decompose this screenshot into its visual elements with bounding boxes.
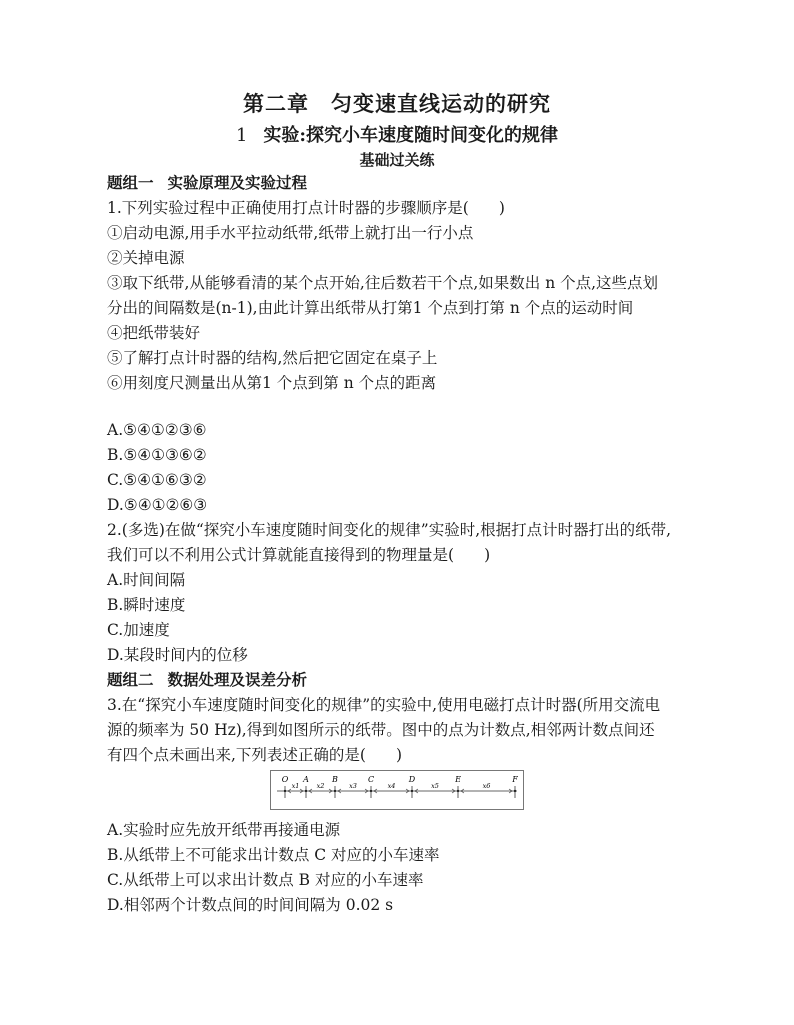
tape-segment-label: x3 <box>349 782 357 790</box>
tape-segment-label: x6 <box>482 782 491 790</box>
q3-stem-line3: 有四个点未画出来,下列表述正确的是( ) <box>107 746 403 764</box>
q2-option-a: A.时间间隔 <box>107 571 186 589</box>
group1-title: 实验原理及实验过程 <box>167 173 308 192</box>
q1-step-3-cont: 分出的间隔数是(n-1),由此计算出纸带从打第1 个点到打第 n 个点的运动时间 <box>107 299 634 317</box>
tape-count-point <box>284 790 286 792</box>
paper-tape-diagram <box>271 771 523 809</box>
q2-option-b: B.瞬时速度 <box>107 596 186 614</box>
q1-step-6: ⑥用刻度尺测量出从第1 个点到第 n 个点的距离 <box>107 374 437 392</box>
section-title: 基础过关练 <box>359 151 435 169</box>
tape-point-label: A <box>303 775 309 784</box>
tape-point-label: F <box>512 775 518 784</box>
q3-stem-line2: 源的频率为 50 Hz),得到如图所示的纸带。图中的点为计数点,相邻两计数点间还 <box>107 721 655 739</box>
q1-step-1: ①启动电源,用手水平拉动纸带,纸带上就打出一行小点 <box>107 224 474 242</box>
q1-step-3: ③取下纸带,从能够看清的某个点开始,往后数若干个点,如果数出 n 个点,这些点划 <box>107 274 659 292</box>
chapter-label: 第二章 <box>243 91 309 116</box>
tape-count-point <box>305 790 307 792</box>
lesson-heading <box>0 121 794 147</box>
tape-count-point <box>411 790 413 792</box>
group2-label: 题组二 <box>107 670 154 689</box>
tape-count-point <box>457 790 459 792</box>
q1-option-b: B.⑤④①③⑥② <box>107 446 207 464</box>
tape-point-label: O <box>281 775 289 784</box>
tape-point-label: E <box>455 775 461 784</box>
tape-count-point <box>334 790 336 792</box>
group2-title: 数据处理及误差分析 <box>167 670 308 689</box>
tape-point-label: D <box>408 775 416 784</box>
chapter-heading <box>0 88 794 118</box>
q1-option-d: D.⑤④①②⑥③ <box>107 496 208 514</box>
q2-option-d: D.某段时间内的位移 <box>107 646 248 664</box>
tape-segment-label: x4 <box>387 782 396 790</box>
tape-point-label: B <box>332 775 338 784</box>
q2-stem-line1: 2.(多选)在做“探究小车速度随时间变化的规律”实验时,根据打点计时器打出的纸带, <box>107 521 672 539</box>
lesson-title: 实验:探究小车速度随时间变化的规律 <box>263 125 559 146</box>
q2-stem-line2: 我们可以不利用公式计算就能直接得到的物理量是( ) <box>107 546 491 564</box>
tape-segment-label: x1 <box>291 782 300 790</box>
q3-option-b: B.从纸带上不可能求出计数点 C 对应的小车速率 <box>107 846 440 864</box>
chapter-title: 匀变速直线运动的研究 <box>331 91 551 116</box>
lesson-number: 1 <box>235 125 248 146</box>
paper-tape-figure <box>270 770 524 810</box>
group2-heading <box>107 670 307 690</box>
tape-segment-label: x5 <box>431 782 439 790</box>
q3-stem-line1: 3.在“探究小车速度随时间变化的规律”的实验中,使用电磁打点计时器(所用交流电 <box>107 696 661 714</box>
q3-option-c: C.从纸带上可以求出计数点 B 对应的小车速率 <box>107 871 424 889</box>
q1-step-5: ⑤了解打点计时器的结构,然后把它固定在桌子上 <box>107 349 438 367</box>
q1-option-a: A.⑤④①②③⑥ <box>107 421 207 439</box>
q3-option-a: A.实验时应先放开纸带再接通电源 <box>107 821 341 839</box>
q1-step-2: ②关掉电源 <box>107 249 185 267</box>
q2-option-c: C.加速度 <box>107 621 170 639</box>
q1-step-4: ④把纸带装好 <box>107 324 201 342</box>
tape-count-point <box>370 790 372 792</box>
q1-option-c: C.⑤④①⑥③② <box>107 471 207 489</box>
group1-label: 题组一 <box>107 173 154 192</box>
group1-heading <box>107 173 307 193</box>
tape-segment-label: x2 <box>316 782 325 790</box>
q1-stem: 1.下列实验过程中正确使用打点计时器的步骤顺序是( ) <box>107 199 505 217</box>
q3-option-d: D.相邻两个计数点间的时间间隔为 0.02 s <box>107 896 394 914</box>
tape-point-label: C <box>367 775 375 784</box>
tape-count-point <box>514 790 516 792</box>
